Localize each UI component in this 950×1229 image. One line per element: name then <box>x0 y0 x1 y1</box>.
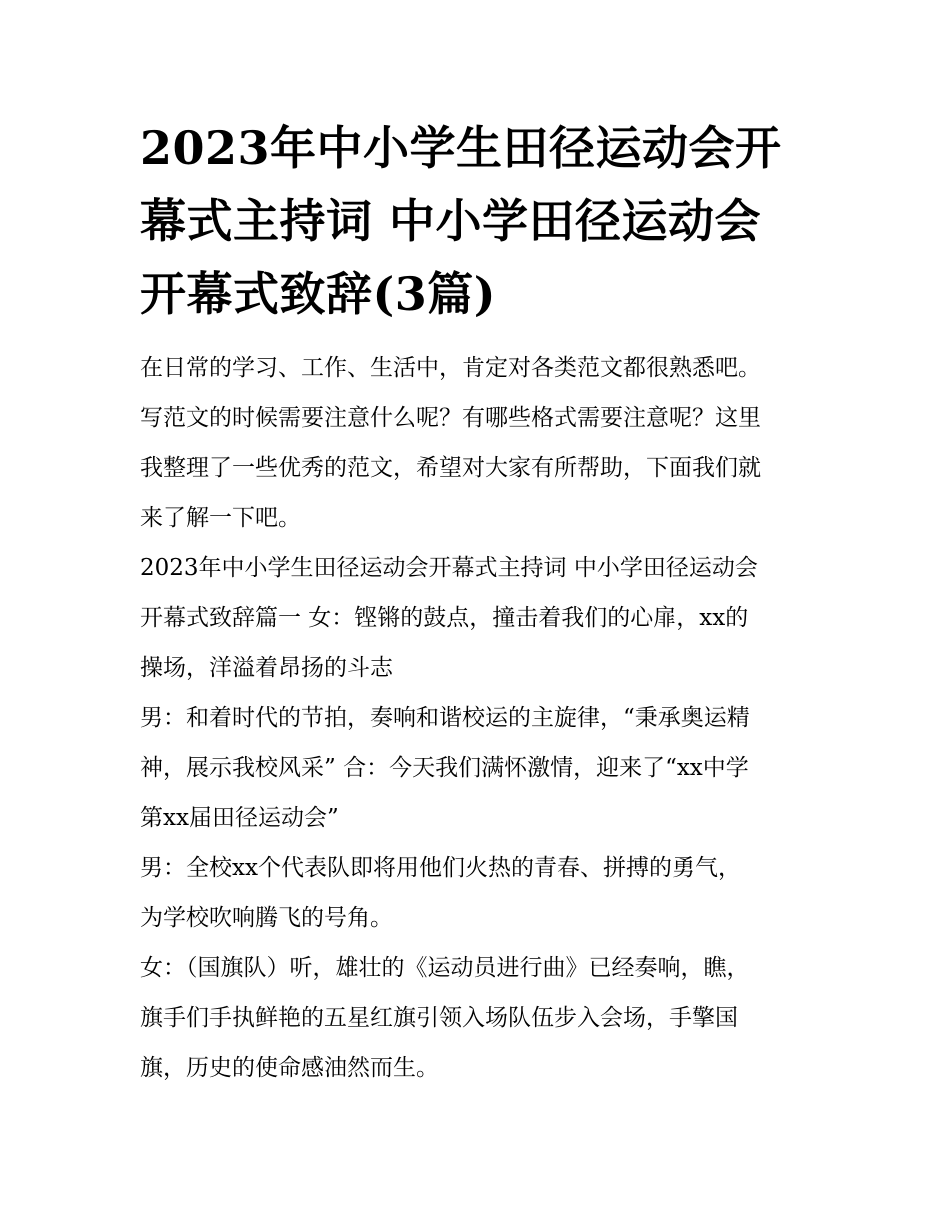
body-paragraph <box>140 943 820 1093</box>
body-paragraph <box>140 543 820 693</box>
text-line: 操场，洋溢着昂扬的斗志 <box>140 655 393 681</box>
document-title <box>140 112 820 331</box>
text-line: 为学校吹响腾飞的号角。 <box>140 905 393 931</box>
text-line: 旗，历史的使命感油然而生。 <box>140 1055 439 1081</box>
text-line: 第xx届田径运动会” <box>140 805 339 831</box>
text-line: 开幕式致辞篇一 女：铿锵的鼓点，撞击着我们的心扉，xx的 <box>140 605 749 631</box>
title-line: 开幕式致辞(3篇) <box>140 267 497 321</box>
text-line: 旗手们手执鲜艳的五星红旗引领入场队伍步入会场，手擎国 <box>140 1005 738 1031</box>
text-line: 女：（国旗队）听，雄壮的《运动员进行曲》已经奏响，瞧， <box>140 955 750 981</box>
text-line: 写范文的时候需要注意什么呢？有哪些格式需要注意呢？这里 <box>140 405 761 431</box>
text-line: 我整理了一些优秀的范文，希望对大家有所帮助，下面我们就 <box>140 455 761 481</box>
title-line: 幕式主持词 中小学田径运动会 <box>140 194 762 248</box>
text-line: 神，展示我校风采” 合：今天我们满怀激情，迎来了“xx中学 <box>140 755 749 781</box>
intro-paragraph <box>140 343 820 543</box>
text-line: 男：和着时代的节拍，奏响和谐校运的主旋律，“秉承奥运精 <box>140 705 750 731</box>
document-page <box>140 112 820 1093</box>
body-paragraph <box>140 843 820 943</box>
text-line: 来了解一下吧。 <box>140 505 301 531</box>
text-line: 在日常的学习、工作、生活中，肯定对各类范文都很熟悉吧。 <box>140 355 761 381</box>
text-line: 2023年中小学生田径运动会开幕式主持词 中小学田径运动会 <box>140 555 758 581</box>
text-line: 男：全校xx个代表队即将用他们火热的青春、拼搏的勇气， <box>140 855 741 881</box>
title-line: 2023年中小学生田径运动会开 <box>140 121 782 175</box>
body-paragraph <box>140 693 820 843</box>
